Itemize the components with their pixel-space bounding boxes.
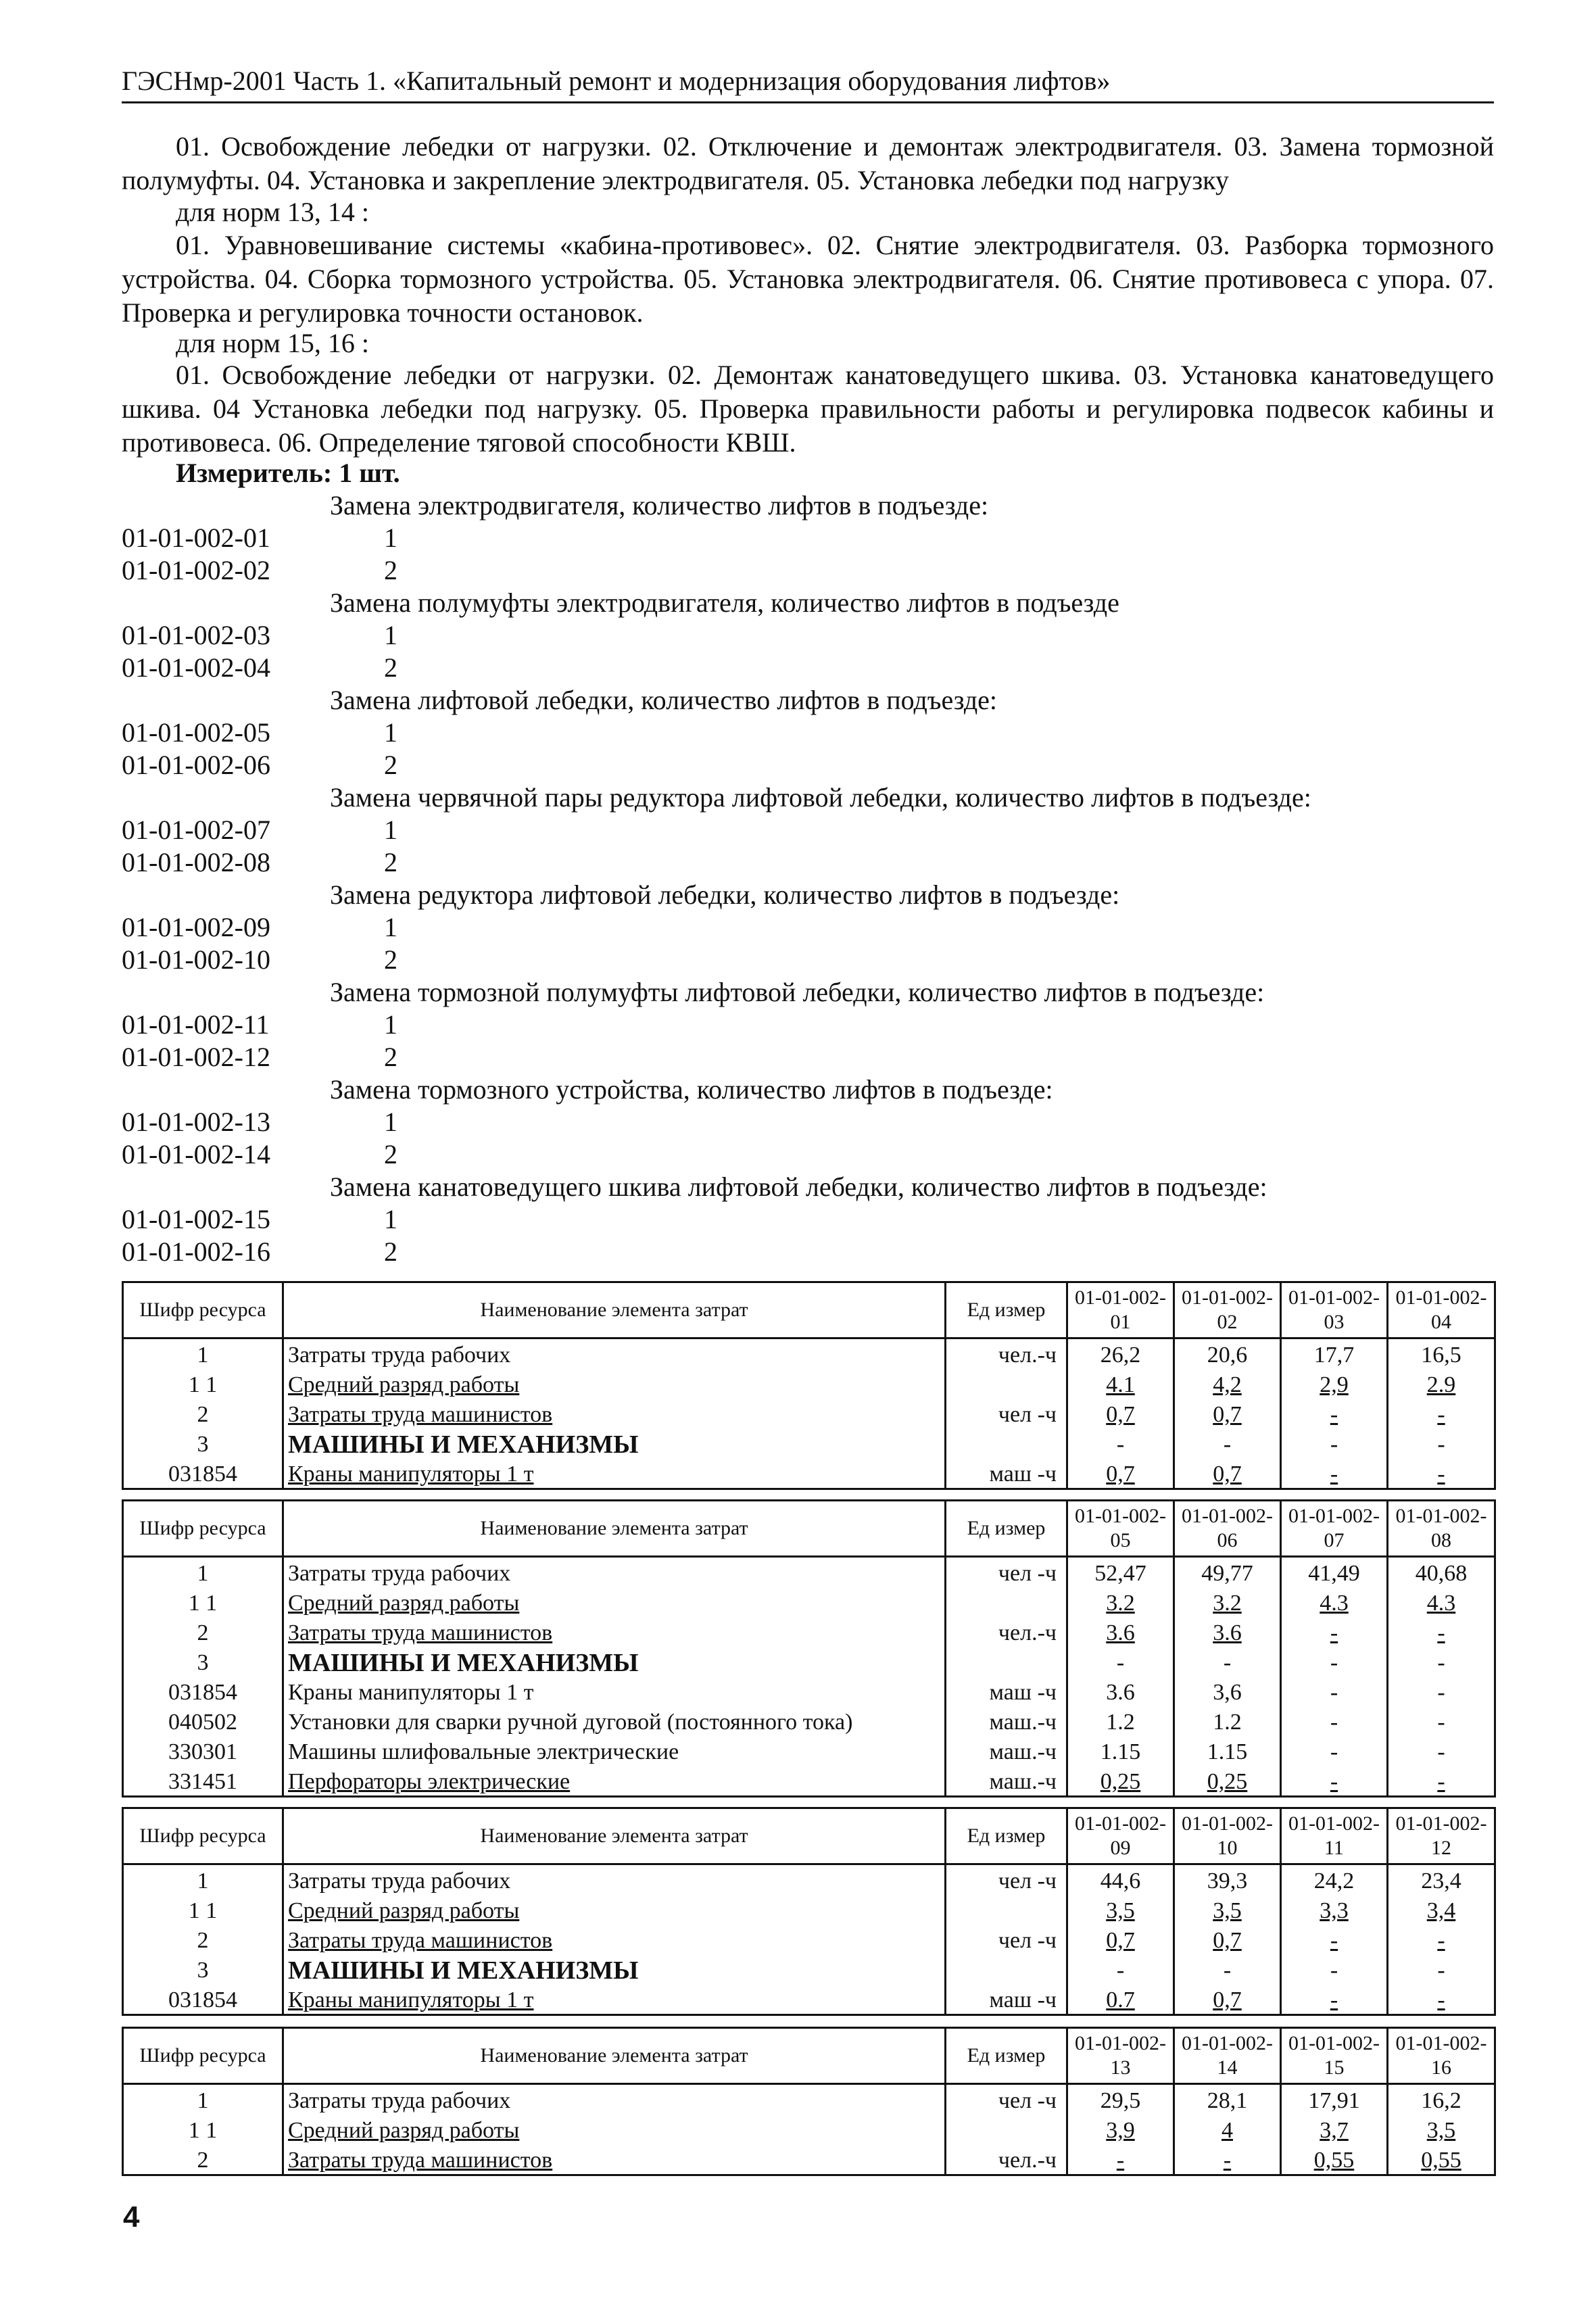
elevator-count: 1 <box>384 815 397 845</box>
unit: маш.-ч <box>946 1766 1067 1797</box>
norm-value: 0,25 <box>1067 1766 1174 1797</box>
table-row <box>123 1954 1495 1984</box>
unit: чел.-ч <box>946 1338 1067 1370</box>
elevator-count: 1 <box>384 1107 397 1137</box>
operations-paragraph-3: 01. Освобождение лебедки от нагрузки. 02. Демонтаж канатоведущего шкива. 03. Установка канатоведущего шкива. 04 Установка лебедки под нагрузку. 05. Проверка правильности работы и регулировка подвесок кабины и противовеса. 06. Определение тяговой способности КВШ. <box>122 360 1494 458</box>
norm-value: 1.15 <box>1174 1736 1281 1766</box>
unit: чел.-ч <box>946 1617 1067 1647</box>
norms-13-14-label: для норм 13, 14 : <box>176 197 369 227</box>
norm-value: - <box>1281 1736 1388 1766</box>
norm-code: 01-01-002-10 <box>122 944 270 975</box>
unit: чел -ч <box>946 1557 1067 1588</box>
resource-code: 2 <box>123 1617 283 1647</box>
table-row <box>123 1706 1495 1736</box>
norm-code: 01-01-002-05 <box>122 717 270 748</box>
elevator-count: 1 <box>384 717 397 748</box>
norm-value: 26,2 <box>1067 1338 1174 1370</box>
unit: чел -ч <box>946 1399 1067 1428</box>
column-header-norm-code: 01-01-002-15 <box>1281 2028 1388 2084</box>
column-header-unit: Ед измер <box>946 1808 1067 1864</box>
norm-value: 4.3 <box>1388 1587 1495 1617</box>
resource-table <box>122 2027 1496 2176</box>
column-header-resource-code: Шифр ресурса <box>123 1501 283 1557</box>
norm-value: - <box>1281 1766 1388 1797</box>
norm-value: - <box>1174 1954 1281 1984</box>
norm-value: 0,25 <box>1174 1766 1281 1797</box>
norm-value: - <box>1388 1954 1495 1984</box>
elevator-count: 2 <box>384 652 397 683</box>
norm-value: 3,6 <box>1174 1676 1281 1706</box>
table-row <box>123 1557 1495 1588</box>
resource-code: 1 <box>123 2084 283 2115</box>
norm-value: 3,5 <box>1174 1895 1281 1925</box>
norm-code: 01-01-002-16 <box>122 1236 270 1267</box>
cost-element-name: МАШИНЫ И МЕХАНИЗМЫ <box>283 1647 946 1676</box>
norms-15-16-label: для норм 15, 16 : <box>176 328 369 358</box>
cost-element-name: Затраты труда рабочих <box>283 2084 946 2115</box>
cost-element-name: Краны манипуляторы 1 т <box>283 1458 946 1489</box>
elevator-count: 2 <box>384 555 397 585</box>
cost-element-name: Затраты труда рабочих <box>283 1557 946 1588</box>
cost-element-name: Установки для сварки ручной дуговой (постоянного тока) <box>283 1706 946 1736</box>
norm-value: - <box>1281 1954 1388 1984</box>
norm-value: 1.15 <box>1067 1736 1174 1766</box>
group-title: Замена тормозной полумуфты лифтовой лебедки, количество лифтов в подъезде: <box>330 977 1265 1007</box>
table-row <box>123 1864 1495 1896</box>
norm-value: 20,6 <box>1174 1338 1281 1370</box>
norm-value: 0,7 <box>1174 1925 1281 1954</box>
norm-value: - <box>1174 1647 1281 1676</box>
unit <box>946 1954 1067 1984</box>
unit <box>946 1647 1067 1676</box>
norm-code: 01-01-002-02 <box>122 555 270 585</box>
norm-value: 17,91 <box>1281 2084 1388 2115</box>
table-row <box>123 1587 1495 1617</box>
group-title: Замена полумуфты электродвигателя, количество лифтов в подъезде <box>330 587 1119 618</box>
table-row <box>123 1399 1495 1428</box>
group-title: Замена канатоведущего шкива лифтовой лебедки, количество лифтов в подъезде: <box>330 1172 1267 1202</box>
norm-value: - <box>1388 1399 1495 1428</box>
cost-element-name: Краны манипуляторы 1 т <box>283 1984 946 2015</box>
column-header-norm-code: 01-01-002-03 <box>1281 1282 1388 1338</box>
norm-value: - <box>1388 1736 1495 1766</box>
column-header-cost-element: Наименование элемента затрат <box>283 2028 946 2084</box>
table-row <box>123 2144 1495 2175</box>
norm-value: 4.1 <box>1067 1369 1174 1399</box>
elevator-count: 1 <box>384 620 397 650</box>
resource-table <box>122 1807 1496 2016</box>
norm-value: 2.9 <box>1388 1369 1495 1399</box>
norm-value: - <box>1281 1706 1388 1736</box>
column-header-norm-code: 01-01-002-07 <box>1281 1501 1388 1557</box>
table-row <box>123 1338 1495 1370</box>
norm-code: 01-01-002-11 <box>122 1009 270 1040</box>
column-header-norm-code: 01-01-002-10 <box>1174 1808 1281 1864</box>
norm-value: - <box>1067 2144 1174 2175</box>
norm-value: - <box>1174 1428 1281 1458</box>
cost-element-name: Краны манипуляторы 1 т <box>283 1676 946 1706</box>
norm-value: - <box>1281 1428 1388 1458</box>
norm-value: 17,7 <box>1281 1338 1388 1370</box>
norm-code: 01-01-002-15 <box>122 1204 270 1234</box>
norm-code: 01-01-002-06 <box>122 750 270 780</box>
column-header-resource-code: Шифр ресурса <box>123 2028 283 2084</box>
norm-code: 01-01-002-07 <box>122 815 270 845</box>
norm-value: 0,7 <box>1067 1458 1174 1489</box>
norm-value: 3,9 <box>1067 2115 1174 2144</box>
resource-code: 1 <box>123 1864 283 1896</box>
column-header-norm-code: 01-01-002-12 <box>1388 1808 1495 1864</box>
norm-value: 23,4 <box>1388 1864 1495 1896</box>
table-row <box>123 1647 1495 1676</box>
unit: чел.-ч <box>946 2144 1067 2175</box>
elevator-count: 2 <box>384 944 397 975</box>
group-title: Замена тормозного устройства, количество лифтов в подъезде: <box>330 1074 1053 1105</box>
resource-code: 1 1 <box>123 1895 283 1925</box>
resource-table <box>122 1281 1496 1490</box>
column-header-unit: Ед измер <box>946 2028 1067 2084</box>
table-row <box>123 1895 1495 1925</box>
column-header-cost-element: Наименование элемента затрат <box>283 1808 946 1864</box>
operations-paragraph-1: 01. Освобождение лебедки от нагрузки. 02. Отключение и демонтаж электродвигателя. 03. Замена тормозной полумуфты. 04. Установка и закрепление электродвигателя. 05. Установка лебедки под нагрузку <box>122 131 1494 195</box>
column-header-norm-code: 01-01-002-14 <box>1174 2028 1281 2084</box>
norm-value: 3,5 <box>1067 1895 1174 1925</box>
resource-code: 2 <box>123 2144 283 2175</box>
resource-code: 330301 <box>123 1736 283 1766</box>
norm-value: - <box>1388 1766 1495 1797</box>
norm-value: 16,2 <box>1388 2084 1495 2115</box>
norm-value: 41,49 <box>1281 1557 1388 1588</box>
column-header-norm-code: 01-01-002-11 <box>1281 1808 1388 1864</box>
resource-code: 3 <box>123 1428 283 1458</box>
elevator-count: 1 <box>384 1204 397 1234</box>
norm-value: 0,7 <box>1174 1984 1281 2015</box>
norm-value: 24,2 <box>1281 1864 1388 1896</box>
norm-value: 40,68 <box>1388 1557 1495 1588</box>
meter-label: Измеритель: 1 шт. <box>176 458 400 488</box>
table-row <box>123 1676 1495 1706</box>
unit <box>946 1587 1067 1617</box>
table-row <box>123 1925 1495 1954</box>
column-header-norm-code: 01-01-002-04 <box>1388 1282 1495 1338</box>
elevator-count: 2 <box>384 750 397 780</box>
page-number: 4 <box>123 2200 140 2234</box>
resource-table <box>122 1499 1496 1798</box>
column-header-norm-code: 01-01-002-08 <box>1388 1501 1495 1557</box>
unit: маш -ч <box>946 1676 1067 1706</box>
norm-value: - <box>1281 1925 1388 1954</box>
norm-value: 49,77 <box>1174 1557 1281 1588</box>
cost-element-name: МАШИНЫ И МЕХАНИЗМЫ <box>283 1428 946 1458</box>
column-header-cost-element: Наименование элемента затрат <box>283 1282 946 1338</box>
norm-value: - <box>1067 1428 1174 1458</box>
cost-element-name: Затраты труда рабочих <box>283 1864 946 1896</box>
norm-value: 4 <box>1174 2115 1281 2144</box>
resource-code: 1 1 <box>123 2115 283 2144</box>
resource-code: 3 <box>123 1954 283 1984</box>
norm-value: 4.3 <box>1281 1587 1388 1617</box>
unit <box>946 2115 1067 2144</box>
elevator-count: 2 <box>384 1042 397 1072</box>
column-header-norm-code: 01-01-002-09 <box>1067 1808 1174 1864</box>
norm-code: 01-01-002-13 <box>122 1107 270 1137</box>
norm-value: - <box>1388 1676 1495 1706</box>
norm-value: - <box>1281 1617 1388 1647</box>
resource-code: 2 <box>123 1399 283 1428</box>
norm-value: - <box>1388 1617 1495 1647</box>
norm-value: - <box>1174 2144 1281 2175</box>
elevator-count: 2 <box>384 1236 397 1267</box>
norm-value: 3.6 <box>1174 1617 1281 1647</box>
cost-element-name: Средний разряд работы <box>283 1895 946 1925</box>
norm-value: 3,5 <box>1388 2115 1495 2144</box>
column-header-norm-code: 01-01-002-01 <box>1067 1282 1174 1338</box>
column-header-resource-code: Шифр ресурса <box>123 1282 283 1338</box>
norm-code: 01-01-002-14 <box>122 1139 270 1169</box>
group-title: Замена редуктора лифтовой лебедки, количество лифтов в подъезде: <box>330 879 1120 910</box>
unit: чел -ч <box>946 1925 1067 1954</box>
resource-code: 031854 <box>123 1676 283 1706</box>
unit: чел -ч <box>946 2084 1067 2115</box>
column-header-cost-element: Наименование элемента затрат <box>283 1501 946 1557</box>
norm-value: 0,7 <box>1174 1458 1281 1489</box>
norm-value: 1.2 <box>1067 1706 1174 1736</box>
norm-value: - <box>1388 1925 1495 1954</box>
norm-value: 16,5 <box>1388 1338 1495 1370</box>
norm-value: - <box>1281 1458 1388 1489</box>
table-row <box>123 1766 1495 1797</box>
norm-value: 3.6 <box>1067 1617 1174 1647</box>
norm-value: - <box>1388 1984 1495 2015</box>
table-row <box>123 1428 1495 1458</box>
norm-value: 3.2 <box>1174 1587 1281 1617</box>
column-header-unit: Ед измер <box>946 1501 1067 1557</box>
norm-value: 0,55 <box>1281 2144 1388 2175</box>
column-header-norm-code: 01-01-002-05 <box>1067 1501 1174 1557</box>
norm-value: 3.2 <box>1067 1587 1174 1617</box>
table-row <box>123 1984 1495 2015</box>
norm-value: 0,55 <box>1388 2144 1495 2175</box>
norm-value: 0,7 <box>1067 1399 1174 1428</box>
table-row <box>123 1369 1495 1399</box>
elevator-count: 2 <box>384 847 397 877</box>
elevator-count: 1 <box>384 523 397 553</box>
norm-value: 0,7 <box>1067 1925 1174 1954</box>
norm-value: 52,47 <box>1067 1557 1174 1588</box>
cost-element-name: Затраты труда машинистов <box>283 1399 946 1428</box>
cost-element-name: Средний разряд работы <box>283 2115 946 2144</box>
norm-value: 44,6 <box>1067 1864 1174 1896</box>
unit <box>946 1369 1067 1399</box>
column-header-resource-code: Шифр ресурса <box>123 1808 283 1864</box>
resource-code: 2 <box>123 1925 283 1954</box>
resource-code: 1 <box>123 1338 283 1370</box>
resource-code: 1 1 <box>123 1587 283 1617</box>
unit: чел -ч <box>946 1864 1067 1896</box>
cost-element-name: Затраты труда машинистов <box>283 2144 946 2175</box>
group-title: Замена электродвигателя, количество лифтов в подъезде: <box>330 490 989 521</box>
elevator-count: 2 <box>384 1139 397 1169</box>
operations-paragraph-2: 01. Уравновешивание системы «кабина-противовес». 02. Снятие электродвигателя. 03. Разборка тормозного устройства. 04. Сборка тормозного устройства. 05. Установка электродвигателя. 06. Снятие противовеса с упора. 07. Проверка и регулировка точности остановок. <box>122 230 1494 328</box>
unit <box>946 1895 1067 1925</box>
resource-code: 031854 <box>123 1984 283 2015</box>
elevator-count: 1 <box>384 1009 397 1040</box>
norm-value: - <box>1388 1647 1495 1676</box>
resource-code: 3 <box>123 1647 283 1676</box>
norm-value: 4,2 <box>1174 1369 1281 1399</box>
cost-element-name: Затраты труда рабочих <box>283 1338 946 1370</box>
norm-value: - <box>1388 1458 1495 1489</box>
norm-value: 0.7 <box>1067 1984 1174 2015</box>
norm-value: - <box>1281 1399 1388 1428</box>
cost-element-name: Перфораторы электрические <box>283 1766 946 1797</box>
cost-element-name: Средний разряд работы <box>283 1587 946 1617</box>
table-row <box>123 2084 1495 2115</box>
group-title: Замена червячной пары редуктора лифтовой лебедки, количество лифтов в подъезде: <box>330 782 1311 813</box>
norm-value: 3,7 <box>1281 2115 1388 2144</box>
resource-code: 040502 <box>123 1706 283 1736</box>
resource-code: 331451 <box>123 1766 283 1797</box>
norm-value: 0,7 <box>1174 1399 1281 1428</box>
norm-value: - <box>1388 1428 1495 1458</box>
column-header-norm-code: 01-01-002-16 <box>1388 2028 1495 2084</box>
norm-value: 3.6 <box>1067 1676 1174 1706</box>
norm-value: - <box>1067 1954 1174 1984</box>
cost-element-name: Машины шлифовальные электрические <box>283 1736 946 1766</box>
norm-code: 01-01-002-03 <box>122 620 270 650</box>
norm-value: - <box>1388 1706 1495 1736</box>
norm-code: 01-01-002-09 <box>122 912 270 942</box>
norm-value: 39,3 <box>1174 1864 1281 1896</box>
norm-value: - <box>1281 1647 1388 1676</box>
norm-value: - <box>1281 1984 1388 2015</box>
norm-code: 01-01-002-04 <box>122 652 270 683</box>
table-row <box>123 1458 1495 1489</box>
unit: маш.-ч <box>946 1736 1067 1766</box>
table-row <box>123 1736 1495 1766</box>
norm-value: 29,5 <box>1067 2084 1174 2115</box>
table-row <box>123 2115 1495 2144</box>
resource-code: 031854 <box>123 1458 283 1489</box>
cost-element-name: МАШИНЫ И МЕХАНИЗМЫ <box>283 1954 946 1984</box>
unit: маш.-ч <box>946 1706 1067 1736</box>
norm-value: - <box>1067 1647 1174 1676</box>
norm-code: 01-01-002-01 <box>122 523 270 553</box>
cost-element-name: Затраты труда машинистов <box>283 1617 946 1647</box>
column-header-unit: Ед измер <box>946 1282 1067 1338</box>
group-title: Замена лифтовой лебедки, количество лифтов в подъезде: <box>330 685 998 715</box>
resource-code: 1 1 <box>123 1369 283 1399</box>
norm-value: 28,1 <box>1174 2084 1281 2115</box>
column-header-norm-code: 01-01-002-13 <box>1067 2028 1174 2084</box>
cost-element-name: Затраты труда машинистов <box>283 1925 946 1954</box>
cost-element-name: Средний разряд работы <box>283 1369 946 1399</box>
table-row <box>123 1617 1495 1647</box>
norm-value: 2,9 <box>1281 1369 1388 1399</box>
resource-code: 1 <box>123 1557 283 1588</box>
norm-value: 3,3 <box>1281 1895 1388 1925</box>
norm-code: 01-01-002-12 <box>122 1042 270 1072</box>
norm-value: - <box>1281 1676 1388 1706</box>
page-header: ГЭСНмр-2001 Часть 1. «Капитальный ремонт и модернизация оборудования лифтов» <box>122 65 1494 103</box>
unit <box>946 1428 1067 1458</box>
elevator-count: 1 <box>384 912 397 942</box>
norm-code: 01-01-002-08 <box>122 847 270 877</box>
norm-value: 1.2 <box>1174 1706 1281 1736</box>
unit: маш -ч <box>946 1458 1067 1489</box>
column-header-norm-code: 01-01-002-02 <box>1174 1282 1281 1338</box>
column-header-norm-code: 01-01-002-06 <box>1174 1501 1281 1557</box>
norm-value: 3,4 <box>1388 1895 1495 1925</box>
unit: маш -ч <box>946 1984 1067 2015</box>
